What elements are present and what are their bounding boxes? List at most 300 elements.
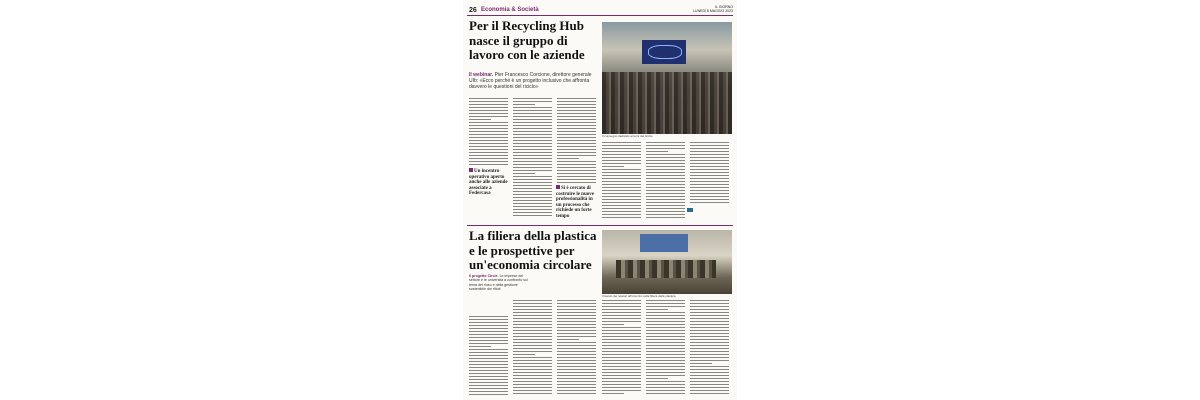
text-column (557, 300, 597, 396)
text-line (469, 110, 508, 111)
text-line (690, 336, 729, 337)
text-line (602, 339, 641, 340)
text-line (469, 346, 491, 347)
text-line (602, 196, 641, 197)
text-line (602, 184, 641, 185)
text-line (469, 101, 508, 102)
text-line (469, 367, 508, 368)
text-line (557, 390, 596, 391)
text-line (469, 331, 508, 332)
text-column (513, 96, 553, 220)
text-line (646, 184, 685, 185)
logo-mark-icon (687, 208, 693, 212)
text-line (646, 330, 685, 331)
text-line (602, 142, 641, 143)
article1-pull-quote-2 (556, 185, 596, 220)
text-line (513, 173, 535, 174)
text-line (513, 179, 552, 180)
text-line (469, 134, 508, 135)
text-line (602, 205, 641, 206)
text-line (646, 309, 668, 310)
text-line (513, 336, 552, 337)
text-line (469, 113, 508, 114)
text-line (646, 342, 685, 343)
text-line (602, 321, 641, 322)
text-line (557, 98, 596, 99)
text-line (602, 324, 624, 325)
text-line (557, 149, 596, 150)
text-line (513, 372, 552, 373)
article2-kicker: Il progetto Circle. (469, 274, 499, 278)
text-line (646, 196, 685, 197)
text-line (513, 194, 552, 195)
pull-quote-2-text: Si è cercato di costruire le nuove professionalità in un processo che richiede un forte tempo (556, 186, 594, 219)
text-line (513, 191, 552, 192)
text-column (690, 300, 730, 396)
text-line (469, 161, 508, 162)
text-line (557, 315, 596, 316)
text-line (469, 328, 508, 329)
text-line (513, 209, 552, 210)
text-line (513, 134, 552, 135)
text-line (646, 199, 685, 200)
article2-lede (469, 274, 529, 291)
text-line (646, 163, 685, 164)
text-line (646, 145, 685, 146)
text-line (469, 388, 508, 389)
text-line (690, 172, 729, 173)
text-line (646, 363, 685, 364)
text-line (602, 145, 641, 146)
text-line (602, 187, 641, 188)
text-line (513, 333, 552, 334)
text-line (513, 188, 552, 189)
text-line (469, 334, 508, 335)
text-line (557, 327, 596, 328)
text-line (513, 140, 552, 141)
text-line (646, 202, 685, 203)
text-line (469, 391, 508, 392)
text-line (602, 357, 641, 358)
text-line (602, 163, 641, 164)
text-line (602, 154, 641, 155)
text-line (602, 369, 641, 370)
text-line (469, 358, 508, 359)
text-column (513, 300, 553, 396)
text-line (646, 348, 685, 349)
text-line (513, 300, 552, 301)
newspaper-page (463, 0, 737, 400)
article2-lede-text: Le imprese del settore e le università a confronto sul tema del riuso e della gestione sostenibile dei rifiuti (469, 274, 528, 291)
text-line (557, 146, 596, 147)
article2-photo (602, 230, 732, 294)
text-line (646, 324, 685, 325)
text-line (602, 166, 624, 167)
text-column (646, 300, 686, 396)
text-line (602, 393, 624, 394)
text-line (646, 339, 685, 340)
recycling-hub-logo (687, 208, 731, 212)
text-line (557, 155, 596, 156)
text-line (513, 110, 552, 111)
text-line (646, 181, 685, 182)
text-line (646, 303, 685, 304)
text-line (646, 375, 685, 376)
text-line (646, 354, 685, 355)
text-column (602, 300, 642, 396)
text-line (646, 193, 685, 194)
text-line (557, 176, 596, 177)
text-line (690, 306, 729, 307)
text-line (646, 390, 685, 391)
projection-screen (642, 40, 686, 64)
text-line (646, 351, 685, 352)
text-line (469, 119, 491, 120)
text-line (513, 330, 552, 331)
text-line (513, 98, 552, 99)
text-line (690, 300, 729, 301)
text-line (557, 143, 596, 144)
text-line (557, 342, 596, 343)
text-line (469, 373, 508, 374)
text-line (690, 345, 729, 346)
text-line (690, 145, 729, 146)
text-line (513, 387, 552, 388)
text-line (646, 205, 685, 206)
text-line (557, 161, 596, 162)
text-line (602, 336, 641, 337)
text-line (557, 387, 596, 388)
text-line (646, 372, 685, 373)
text-line (602, 190, 641, 191)
text-line (602, 318, 641, 319)
text-line (469, 149, 508, 150)
text-column (469, 300, 509, 396)
text-line (469, 382, 508, 383)
text-line (646, 190, 685, 191)
text-line (646, 160, 685, 161)
text-line (690, 366, 729, 367)
text-line (513, 363, 552, 364)
text-line (646, 211, 685, 212)
text-line (646, 178, 685, 179)
text-line (602, 148, 641, 149)
text-line (602, 217, 641, 218)
text-line (513, 324, 552, 325)
text-line (469, 104, 508, 105)
text-line (557, 113, 596, 114)
text-line (690, 303, 729, 304)
text-line (469, 394, 508, 395)
text-line (469, 146, 508, 147)
text-line (690, 327, 729, 328)
text-line (602, 172, 641, 173)
text-line (557, 318, 596, 319)
text-line (557, 182, 596, 183)
text-line (690, 378, 729, 379)
text-line (513, 116, 552, 117)
text-line (557, 107, 596, 108)
article-separator (467, 225, 733, 226)
text-line (513, 215, 552, 216)
text-column (646, 96, 686, 220)
text-line (469, 385, 508, 386)
text-line (646, 360, 685, 361)
text-line (557, 116, 596, 117)
text-line (513, 107, 552, 108)
text-line (513, 200, 552, 201)
text-line (557, 348, 596, 349)
text-line (557, 321, 596, 322)
text-line (602, 333, 641, 334)
text-line (469, 370, 508, 371)
text-line (557, 324, 596, 325)
text-line (646, 378, 668, 379)
text-line (469, 131, 508, 132)
text-line (513, 339, 552, 340)
text-column (469, 96, 509, 220)
text-line (646, 169, 685, 170)
text-line (469, 376, 508, 377)
text-line (602, 354, 641, 355)
text-line (690, 166, 729, 167)
text-line (513, 303, 552, 304)
text-line (469, 316, 508, 317)
text-line (646, 208, 685, 209)
text-line (690, 393, 729, 394)
masthead-date-text: LUNEDÌ 8 MAGGIO 2023 (693, 9, 733, 13)
text-line (513, 206, 552, 207)
text-line (690, 193, 729, 194)
text-line (602, 351, 641, 352)
article1-pull-quote-1 (469, 168, 509, 197)
text-line (469, 319, 508, 320)
text-line (469, 322, 508, 323)
text-line (557, 170, 596, 171)
text-line (513, 318, 552, 319)
text-line (513, 351, 552, 352)
text-line (602, 381, 641, 382)
text-line (513, 146, 552, 147)
text-line (513, 128, 552, 129)
text-line (469, 352, 508, 353)
text-line (557, 122, 596, 123)
text-line (602, 151, 641, 152)
text-line (469, 158, 508, 159)
text-line (513, 381, 552, 382)
text-line (602, 327, 641, 328)
text-line (557, 104, 596, 105)
text-line (469, 107, 508, 108)
text-line (602, 348, 641, 349)
text-line (513, 354, 535, 355)
text-line (557, 363, 596, 364)
text-line (557, 306, 596, 307)
text-line (469, 355, 508, 356)
speaker-panel (616, 260, 716, 278)
text-line (469, 152, 508, 153)
text-line (513, 348, 552, 349)
text-line (602, 169, 641, 170)
text-line (513, 309, 552, 310)
text-line (469, 125, 508, 126)
projection-screen-2 (640, 234, 688, 252)
text-line (646, 142, 685, 143)
text-line (690, 330, 729, 331)
text-line (557, 179, 596, 180)
text-line (513, 161, 552, 162)
text-line (646, 154, 685, 155)
text-line (513, 312, 552, 313)
text-line (469, 128, 508, 129)
text-line (557, 152, 596, 153)
text-line (646, 217, 685, 218)
text-line (646, 369, 685, 370)
text-line (690, 324, 729, 325)
text-line (513, 122, 552, 123)
text-line (602, 199, 641, 200)
text-line (513, 131, 552, 132)
article1-headline: Per il Recycling Hub nasce il gruppo di lavoro con le aziende (469, 18, 585, 62)
text-line (557, 333, 596, 334)
text-line (690, 157, 729, 158)
article1-kicker: Il webinar. (469, 72, 494, 78)
text-line (602, 315, 641, 316)
text-line (602, 384, 641, 385)
text-line (513, 185, 552, 186)
text-line (557, 381, 596, 382)
text-line (602, 181, 641, 182)
text-line (557, 369, 596, 370)
text-line (557, 167, 596, 168)
text-line (557, 131, 596, 132)
text-line (690, 151, 729, 152)
text-line (469, 122, 508, 123)
text-line (513, 360, 552, 361)
text-line (557, 125, 596, 126)
text-line (690, 181, 729, 182)
text-line (690, 312, 729, 313)
text-line (690, 142, 729, 143)
article1-photo-caption: Il convegno dedicato ai temi del riciclo (602, 134, 653, 138)
text-line (646, 214, 685, 215)
text-line (557, 375, 596, 376)
text-line (513, 315, 552, 316)
text-line (602, 378, 641, 379)
text-line (602, 175, 641, 176)
text-line (513, 197, 552, 198)
text-line (557, 378, 596, 379)
text-line (602, 363, 641, 364)
text-line (557, 158, 579, 159)
text-line (602, 211, 641, 212)
text-line (513, 384, 552, 385)
text-line (646, 312, 685, 313)
text-line (602, 309, 641, 310)
text-line (469, 164, 508, 165)
text-line (557, 336, 596, 337)
text-line (690, 363, 712, 364)
text-line (602, 303, 641, 304)
text-line (513, 393, 552, 394)
text-line (513, 143, 552, 144)
text-line (557, 137, 596, 138)
text-line (646, 187, 685, 188)
text-line (602, 160, 641, 161)
text-line (469, 116, 508, 117)
text-line (602, 214, 641, 215)
text-line (646, 300, 685, 301)
text-line (646, 333, 685, 334)
text-line (690, 339, 729, 340)
text-line (690, 321, 729, 322)
text-line (690, 199, 729, 200)
article2-headline: La filiera della plastica e le prospettive per un'economia circolare (469, 228, 597, 272)
text-line (646, 387, 685, 388)
text-line (690, 315, 729, 316)
text-line (646, 151, 668, 152)
text-line (690, 369, 729, 370)
section-title: Economia & Società (481, 7, 539, 13)
masthead-paper-name: IL GIORNO (715, 5, 733, 9)
text-line (690, 309, 729, 310)
text-line (469, 379, 508, 380)
text-line (557, 372, 596, 373)
text-line (690, 357, 729, 358)
pull-quote-1-text: Un incentro operativo aperto anche alle aziende associate a Federcasa (469, 169, 508, 197)
text-line (469, 98, 508, 99)
text-line (557, 351, 596, 352)
text-line (557, 366, 596, 367)
text-column (690, 96, 730, 220)
text-line (513, 366, 552, 367)
text-line (513, 369, 552, 370)
text-line (646, 306, 685, 307)
text-line (557, 312, 596, 313)
text-line (602, 366, 641, 367)
text-line (646, 336, 685, 337)
text-line (690, 387, 729, 388)
text-line (557, 309, 596, 310)
text-line (513, 342, 552, 343)
text-line (513, 182, 552, 183)
text-line (602, 390, 641, 391)
text-line (513, 125, 552, 126)
text-line (513, 306, 552, 307)
text-line (557, 357, 596, 358)
text-line (513, 155, 552, 156)
text-line (513, 113, 552, 114)
text-line (513, 327, 552, 328)
text-line (469, 137, 508, 138)
text-line (513, 101, 552, 102)
text-line (557, 128, 596, 129)
text-line (690, 348, 729, 349)
text-line (557, 345, 596, 346)
text-line (646, 366, 685, 367)
text-line (690, 354, 729, 355)
text-line (557, 134, 596, 135)
masthead-date (693, 5, 733, 13)
text-line (513, 212, 552, 213)
article1-lede-text: Pier Francesco Corcione, direttore generale UIb: «Ecco perché è un progetto inclusivo che affronta davvero le questioni del riciclo» (469, 72, 592, 90)
text-line (557, 173, 596, 174)
text-line (690, 187, 729, 188)
text-line (646, 315, 685, 316)
text-line (690, 190, 729, 191)
text-line (690, 184, 729, 185)
text-line (513, 176, 552, 177)
